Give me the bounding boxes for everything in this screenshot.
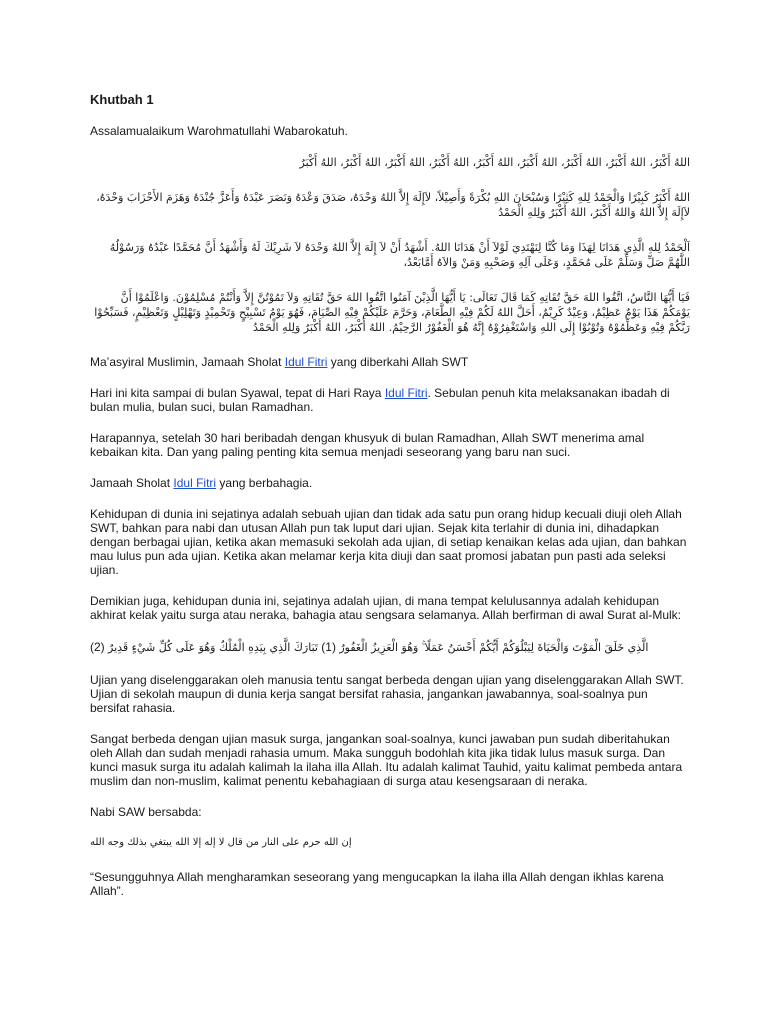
- paragraph-harapannya: Harapannya, setelah 30 hari beribadah dengan khusyuk di bulan Ramadhan, Allah SWT menerima amal kebaikan kita. Dan yang paling penting kita semua menjadi seseorang yang baru nan suci.: [90, 431, 645, 459]
- idul-fitri-link[interactable]: Idul Fitri: [284, 355, 328, 369]
- ayat-2-text: الَّذِي خَلَقَ الْمَوْتَ وَالْحَيَاةَ لِيَبْلُوَكُمْ أَيُّكُمْ أَحْسَنُ عَمَلًا ۚ وَهُوَ الْعَزِيزُ الْغَفُورُ: [339, 641, 649, 654]
- paragraph-demikian: Demikian juga, kehidupan dunia ini, sejatinya adalah ujian, di mana tempat kelulusannya adalah kehidupan akhirat kelak yaitu surga atau neraka, bahagia atau sengsara selamanya. Allah berfirman di awal Surat al-Mulk:: [90, 594, 681, 622]
- arabic-paragraph-2: اَلْحَمْدُ لِلهِ الَّذِى هَدَانَا لِهَذَا وَمَا كُنَّا لِنَهْتَدِيَ لَوْلاَ أَنْ هَدَانَا اللهُ. أَشْهَدُ أَنْ لاَ إِلَهَ إِلاَّ اللهُ وَحْدَهُ لاَ شَرِيْكَ لَهُ وَأَشْهَدُ أَنَّ مُحَمَّدًا عَبْدُهُ وَرَسُوْلُهُ اللَّهُمَّ صَلِّ وَسَلِّمْ عَلَى مُحَمَّدٍ، وَعَلَى آلِهِ وَصَحْبِهِ وَمَنْ وَالاَهُ أَمَّابَعْدُ،: [109, 241, 690, 269]
- hadith-arabic: إن الله حرم على النار من قال لا إله إلا الله يبتغي بذلك وجه الله: [90, 837, 352, 848]
- arabic-takbir: اللهُ أَكْبَرُ، اللهُ أَكْبَرُ، اللهُ أَكْبَرُ، اللهُ أَكْبَرُ، اللهُ أَكْبَرُ، اللهُ أَكْبَرُ، اللهُ أَكْبَرُ، اللهُ أَكْبَرُ، اللهُ أَكْبَرُ: [299, 156, 690, 169]
- text-segment: . Sebulan penuh kita melaksanakan ibadah di bulan mulia, bulan suci, bulan Ramadhan.: [90, 386, 670, 414]
- paragraph-ujian: Ujian yang diselenggarakan oleh manusia tentu sangat berbeda dengan ujian yang diselenggarakan Allah SWT. Ujian di sekolah maupun di dunia kerja sangat bersifat rahasia, jangankan jawabannya, soal-soalnya pun bersifat rahasia.: [90, 673, 684, 715]
- idul-fitri-link[interactable]: Idul Fitri: [384, 386, 428, 400]
- paragraph-hari-ini: [90, 386, 690, 414]
- paragraph-maasyiral: [90, 355, 690, 369]
- greeting-text: Assalamualaikum Warohmatullahi Wabarokatuh.: [90, 124, 348, 138]
- ayat-1-text: تَبَارَكَ الَّذِي بِيَدِهِ الْمُلْكُ وَهُوَ عَلَى كُلِّ شَيْءٍ قَدِيرٌ: [108, 641, 318, 654]
- arabic-paragraph-1: اللهُ أَكْبَرُ كَبِيْرًا وَالْحَمْدُ لِلهِ كَثِيْرًا وَسُبْحَانَ اللهِ بُكْرَةً وَأَصِيْلاً، لاَإِلَهَ إِلاَّ اللهُ وَحْدَهُ، صَدَقَ وَعْدَهُ وَنَصَرَ عَبْدَهُ وَأَعَزَّ جُنْدَهُ وَهَزَمَ الأَحْزَابَ وَحْدَهُ، لاَإِلَهَ إِلاَّ اللهُ وَاللهُ أَكْبَرُ، اللهُ أَكْبَرُ وَلِلهِ الْحَمْدُ: [96, 191, 690, 219]
- text-segment: yang berbahagia.: [216, 476, 313, 490]
- idul-fitri-link[interactable]: Idul Fitri: [173, 476, 217, 490]
- arabic-paragraph-3: فَيَا أَيُّهَا النَّاسُ، اتَّقُوا اللهَ حَقَّ تُقَاتِهِ كَمَا قَالَ تَعَالَى: يَا أَيُّهَا الَّذِيْنَ آمَنُوا اتَّقُوا اللهَ حَقَّ تُقَاتِهِ وَلاَ تَمُوْتُنَّ إِلاَّ وَأَنْتُمْ مُسْلِمُوْنَ. وَاعْلَمُوْا أَنَّ يَوْمَكُمْ هَذَا يَوْمٌ عَظِيْمٌ، وَعِيْدٌ كَرِيْمٌ، أَحَلَّ اللهُ لَكُمْ فِيْهِ الطَّعَامَ، وَحَرَّمَ عَلَيْكُمْ فِيْهِ الصِّيَامَ، فَهُوَ يَوْمُ تَسْبِيْحٍ وَتَحْمِيْدٍ وَتَهْلِيْلٍ وَتَعْظِيْمٍ، فَسَبِّحُوْا رَبَّكُمْ فِيْهِ وَعَظِّمُوْهُ وَتُوْبُوْا إِلَى اللهِ وَاسْتَغْفِرُوْهُ إِنَّهُ هُوَ الْغَفُوْرُ الرَّحِيْمُ. اللهُ أَكْبَرُ، اللهُ أَكْبَرُ وَلِلهِ الْحَمْدُ: [94, 291, 690, 334]
- text-segment: Ma’asyiral Muslimin, Jamaah Sholat: [90, 355, 285, 369]
- paragraph-kehidupan: Kehidupan di dunia ini sejatinya adalah sebuah ujian dan tidak ada satu pun orang hidup kecuali diuji oleh Allah SWT, bahkan para nabi dan utusan Allah pun tak luput dari ujian. Sejak kita terlahir di dunia ini, dihadapkan dengan berbagai ujian, ketika akan memasuki sekolah ada ujian, di setiap kenaikan kelas ada ujian, dan bahkan mau lulus pun ada ujian. Ketika akan melamar kerja kita diuji dan saat promosi jabatan pun pasti ada seleksi ujian.: [90, 507, 687, 577]
- text-segment: yang diberkahi Allah SWT: [327, 355, 469, 369]
- text-segment: Hari ini kita sampai di bulan Syawal, tepat di Hari Raya: [90, 386, 385, 400]
- text-segment: Jamaah Sholat: [90, 476, 174, 490]
- paragraph-nabi: Nabi SAW bersabda:: [90, 805, 202, 819]
- paragraph-jamaah: [90, 476, 690, 490]
- paragraph-translation: “Sesungguhnya Allah mengharamkan seseorang yang mengucapkan la ilaha illa Allah dengan ikhlas karena Allah”.: [90, 870, 664, 898]
- paragraph-sangat: Sangat berbeda dengan ujian masuk surga, jangankan soal-soalnya, kunci jawaban pun sudah diberitahukan oleh Allah dan sudah menjadi rahasia umum. Maka sungguh bodohlah kita jika tidak lulus masuk surga. Dan kunci masuk surga itu adalah kalimah la ilaha illa Allah. Itu adalah kalimat Tauhid, yaitu kalimat pembeda antara muslim dan non-muslim, kalimat penentu kebahagiaan di surga atau kesengsaraan di neraka.: [90, 732, 683, 788]
- ayat-number-2: (2): [90, 640, 105, 654]
- page-title: Khutbah 1: [90, 92, 154, 107]
- ayat-number-1: (1): [321, 640, 336, 654]
- ayat-al-mulk: [90, 639, 690, 656]
